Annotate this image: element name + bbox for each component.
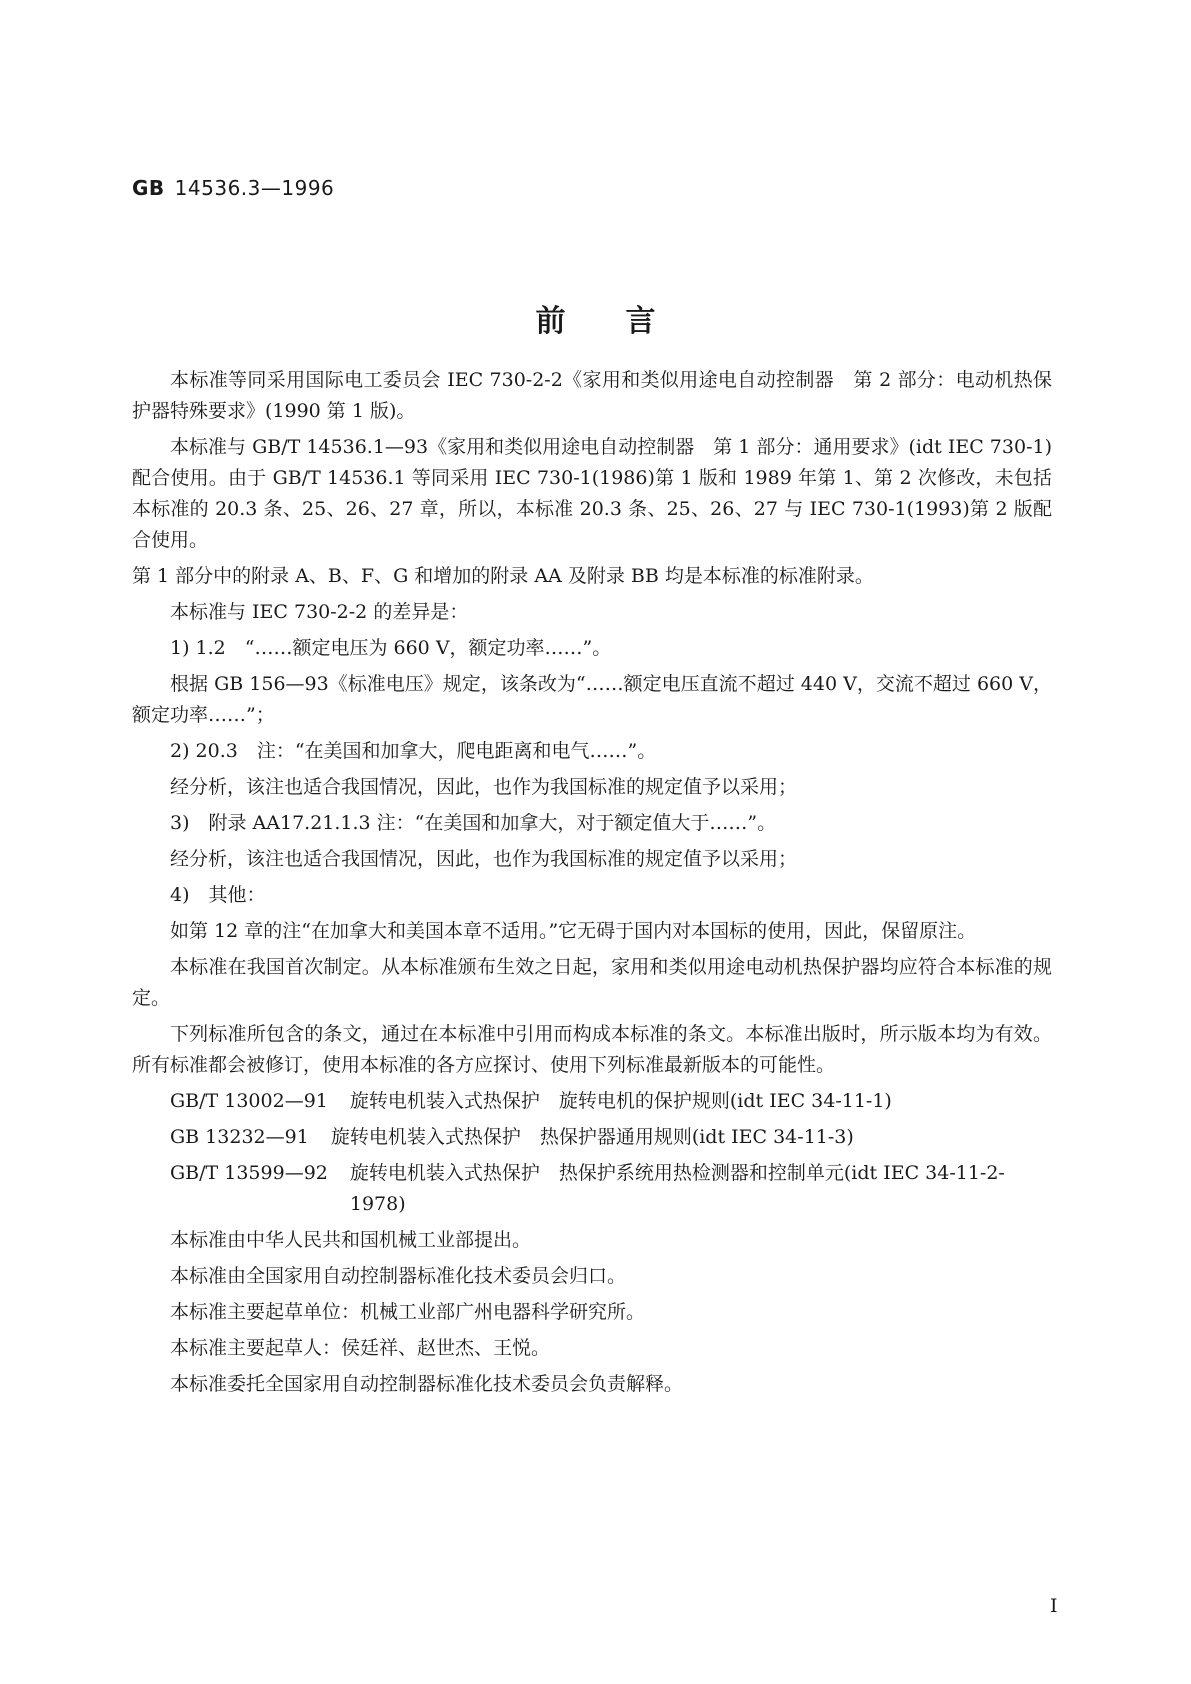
list-item: 4) 其他： [170, 884, 266, 906]
paragraph: 经分析，该注也适合我国情况，因此，也作为我国标准的规定值予以采用； [170, 848, 798, 870]
paragraph: 经分析，该注也适合我国情况，因此，也作为我国标准的规定值予以采用； [170, 776, 798, 798]
paragraph: 根据 GB 156—93《标准电压》规定，该条改为“……额定电压直流不超过 440 V，交流不超过 660 V，额定功率……”； [132, 673, 1052, 726]
standard-prefix: GB [132, 176, 165, 200]
reference-item [170, 1158, 1052, 1220]
page-title: 前言 [535, 304, 716, 339]
list-item: 3) 附录 AA17.21.1.3 注：“在美国和加拿大，对于额定值大于……”。 [170, 812, 777, 834]
closing-line: 本标准主要起草单位：机械工业部广州电器科学研究所。 [170, 1301, 646, 1323]
paragraph: 本标准等同采用国际电工委员会 IEC 730-2-2《家用和类似用途电自动控制器 第 2 部分：电动机热保护器特殊要求》(1990 第 1 版)。 [132, 369, 1052, 422]
paragraph: 本标准与 GB/T 14536.1—93《家用和类似用途电自动控制器 第 1 部分：通用要求》(idt IEC 730-1)配合使用。由于 GB/T 14536.1 等同采用 IEC 730-1(1986)第 1 版和 1989 年第 1、第 2 次修改，未包括本标准的 20.3 条、25、26、27 章，所以，本标准 20.3 条、25、26、27 与 IEC 730-1(1993)第 2 版配合使用。 [132, 436, 1052, 551]
paragraph: 本标准与 IEC 730-2-2 的差异是： [170, 601, 469, 623]
standard-header [132, 176, 334, 200]
reference-desc: 旋转电机装入式热保护 热保护系统用热检测器和控制单元(idt IEC 34-11-2-1978) [349, 1162, 1005, 1215]
reference-code: GB 13232—91 [170, 1126, 309, 1148]
closing-line: 本标准由全国家用自动控制器标准化技术委员会归口。 [170, 1265, 627, 1287]
reference-item [170, 1122, 1052, 1153]
preface-body [132, 365, 1052, 1405]
reference-desc: 旋转电机装入式热保护 旋转电机的保护规则(idt IEC 34-11-1) [349, 1090, 892, 1112]
page-number: I [1050, 1595, 1058, 1617]
paragraph: 第 1 部分中的附录 A、B、F、G 和增加的附录 AA 及附录 BB 均是本标准的标准附录。 [132, 565, 874, 587]
paragraph: 下列标准所包含的条文，通过在本标准中引用而构成本标准的条文。本标准出版时，所示版本均为有效。所有标准都会被修订，使用本标准的各方应探讨、使用下列标准最新版本的可能性。 [132, 1023, 1052, 1076]
closing-line: 本标准主要起草人：侯廷祥、赵世杰、王悦。 [170, 1337, 551, 1359]
closing-line: 本标准委托全国家用自动控制器标准化技术委员会负责解释。 [170, 1373, 684, 1395]
reference-code: GB/T 13599—92 [170, 1162, 328, 1184]
reference-item [170, 1086, 1052, 1117]
standard-code: 14536.3—1996 [174, 176, 335, 200]
list-item: 2) 20.3 注：“在美国和加拿大，爬电距离和电气……”。 [170, 740, 657, 762]
reference-code: GB/T 13002—91 [170, 1090, 328, 1112]
list-item: 1) 1.2 “……额定电压为 660 V，额定功率……”。 [170, 637, 612, 659]
paragraph: 本标准在我国首次制定。从本标准颁布生效之日起，家用和类似用途电动机热保护器均应符合本标准的规定。 [132, 956, 1052, 1009]
reference-desc: 旋转电机装入式热保护 热保护器通用规则(idt IEC 34-11-3) [330, 1126, 854, 1148]
closing-line: 本标准由中华人民共和国机械工业部提出。 [170, 1229, 532, 1251]
paragraph: 如第 12 章的注“在加拿大和美国本章不适用。”它无碍于国内对本国标的使用，因此，保留原注。 [170, 920, 977, 942]
